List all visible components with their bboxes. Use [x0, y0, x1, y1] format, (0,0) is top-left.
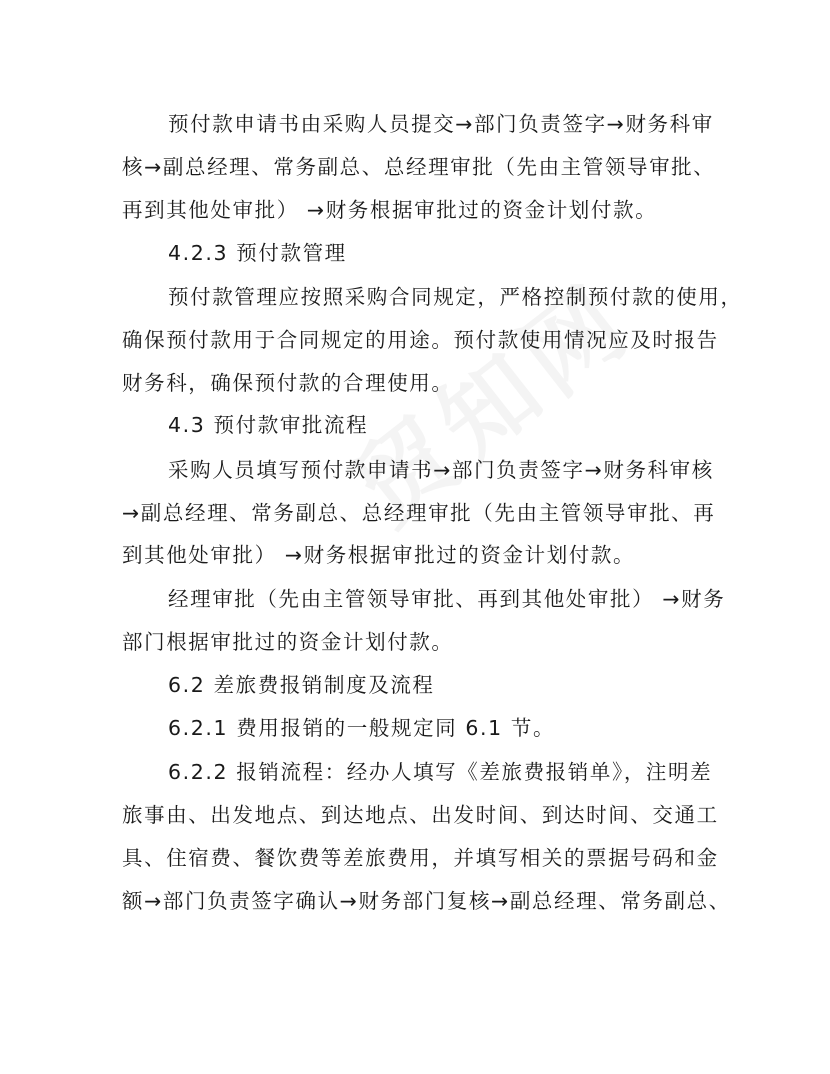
- paragraph-line: 旅事由、出发地点、到达地点、出发时间、到达时间、交通工: [122, 803, 719, 827]
- paragraph-line: 经理审批（先由主管领导审批、再到其他处审批） →财务: [168, 587, 726, 611]
- paragraph-line: 财务科，确保预付款的合理使用。: [122, 371, 454, 395]
- paragraph-line: →副总经理、常务副总、总经理审批（先由主管领导审批、再: [122, 501, 716, 525]
- paragraph-line: 6.2.2 报销流程：经办人填写《差旅费报销单》，注明差: [168, 760, 713, 784]
- paragraph-line: 额→部门负责签字确认→财务部门复核→副总经理、常务副总、: [122, 889, 731, 913]
- paragraph-line: 确保预付款用于合同规定的用途。预付款使用情况应及时报告: [122, 328, 719, 352]
- paragraph-line: 再到其他处审批） →财务根据审批过的资金计划付款。: [122, 198, 658, 222]
- paragraph-line: 具、住宿费、餐饮费等差旅费用，并填写相关的票据号码和金: [122, 846, 719, 870]
- paragraph-line: 采购人员填写预付款申请书→部门负责签字→财务科审核: [168, 458, 714, 482]
- paragraph-line: 部门根据审批过的资金计划付款。: [122, 630, 454, 654]
- paragraph-line: 预付款管理应按照采购合同规定，严格控制预付款的使用，: [168, 285, 743, 309]
- paragraph-line: 到其他处审批） →财务根据审批过的资金计划付款。: [122, 543, 636, 567]
- paragraph-line: 预付款申请书由采购人员提交→部门负责签字→财务科审: [168, 112, 714, 136]
- section-heading: 6.2.1 费用报销的一般规定同 6.1 节。: [168, 716, 556, 740]
- section-heading: 6.2 差旅费报销制度及流程: [168, 673, 435, 697]
- section-heading: 4.3 预付款审批流程: [168, 413, 369, 437]
- paragraph-line: 核→副总经理、常务副总、总经理审批（先由主管领导审批、: [122, 155, 716, 179]
- section-heading: 4.2.3 预付款管理: [168, 241, 347, 265]
